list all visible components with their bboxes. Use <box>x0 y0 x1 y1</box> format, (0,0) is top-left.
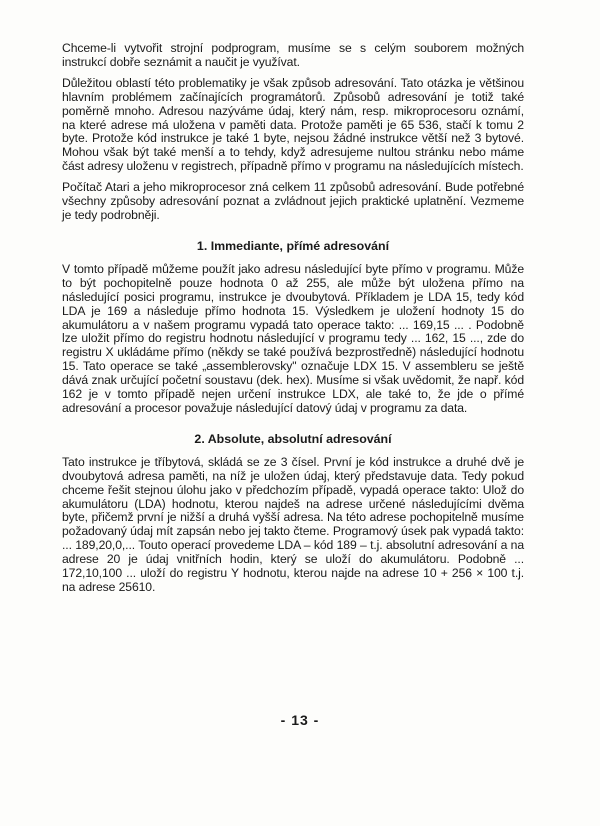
section-2-body: Tato instrukce je tříbytová, skládá se ze 3 čísel. První je kód instrukce a druhé dvě je dvoubytová adresa paměti, na níž je uložen údaj, který představuje data. Tedy pokud chceme řešit stejnou úlohu jako v předchozím případě, vypadá operace takto: Ulož do akumulátoru (LDA) hodnotu, kterou najdeš na adrese určené následujícími dvěma byte, přičemž první je nižší a druhá vyšší adresa. Na této adrese pochopitelně musíme požadovaný údaj mít zapsán nebo jej takto čteme. Programový úsek pak vypadá takto: ... 189,20,0,... Touto operací provedeme LDA – kód 189 – t.j. absolutní adresování a na adrese 20 je údaj vnitřních hodin, který se uloží do akumulátoru. Podobně ... 172,10,100 ... uloží do registru Y hodnotu, kterou najde na adrese 10 + 256 × 100 t.j. na adrese 25610. <box>62 454 524 594</box>
intro-paragraph-1: Chceme-li vytvořit strojní podprogram, musíme se s celým souborem možných instrukcí dobře seznámit a naučit je využívat. <box>62 41 524 69</box>
page-number: - 13 - <box>280 712 320 728</box>
page-content <box>62 42 524 595</box>
intro-paragraph-3: Počítač Atari a jeho mikroprocesor zná celkem 11 způsobů adresování. Bude potřebné všechny způsoby adresování poznat a zvládnout jejich praktické uplatnění. Vezmeme je tedy podrobněji. <box>62 180 524 222</box>
section-2-heading: 2. Absolute, absolutní adresování <box>194 431 392 446</box>
section-1-body: V tomto případě můžeme použít jako adresu následující byte přímo v programu. Může to být pochopitelně pouze hodnota 0 až 255, ale může být uložena přímo na následující posici programu, instrukce je dvoubytová. Příkladem je LDA 15, tedy kód LDA je 169 a následuje přímo hodnota 15. Výsledkem je uložení hodnoty 15 do akumulátoru a v našem programu vypadá tato operace takto: ... 169,15 ... . Podobně lze uložit přímo do registru hodnotu následující v programu tedy ... 162, 15 ..., zde do registru X ukládáme přímo (někdy se také používá bezprostředně) následující hodnotu 15. Tato operace se také „assemblerovsky" označuje LDX 15. V assembleru se ještě dává znak určující početní soustavu (dek. hex). Musíme si však uvědomit, že např. kód 162 je v tomto případě nejen určení instrukce LDX, ale také to, že jde o přímé adresování a procesor považuje následující datový údaj v programu za data. <box>62 261 524 415</box>
intro-paragraph-2: Důležitou oblastí této problematiky je však způsob adresování. Tato otázka je většinou hlavním problémem začínajících programátorů. Způsobů adresování je totiž také poměrně mnoho. Adresou nazýváme údaj, který nám, resp. mikroprocesoru oznámí, na které adrese má uložena v paměti data. Protože paměti je 65 536, stačí k tomu 2 byte. Protože kód instrukce je také 1 byte, nejsou žádné instrukce větší než 3 bytové. Mohou však být také menší a to tehdy, když adresujeme nultou stránku nebo máme část adresy uloženu v registrech, případně přímo v programu na následujících místech. <box>62 75 524 174</box>
section-1-heading: 1. Immediante, přímé adresování <box>196 238 390 253</box>
